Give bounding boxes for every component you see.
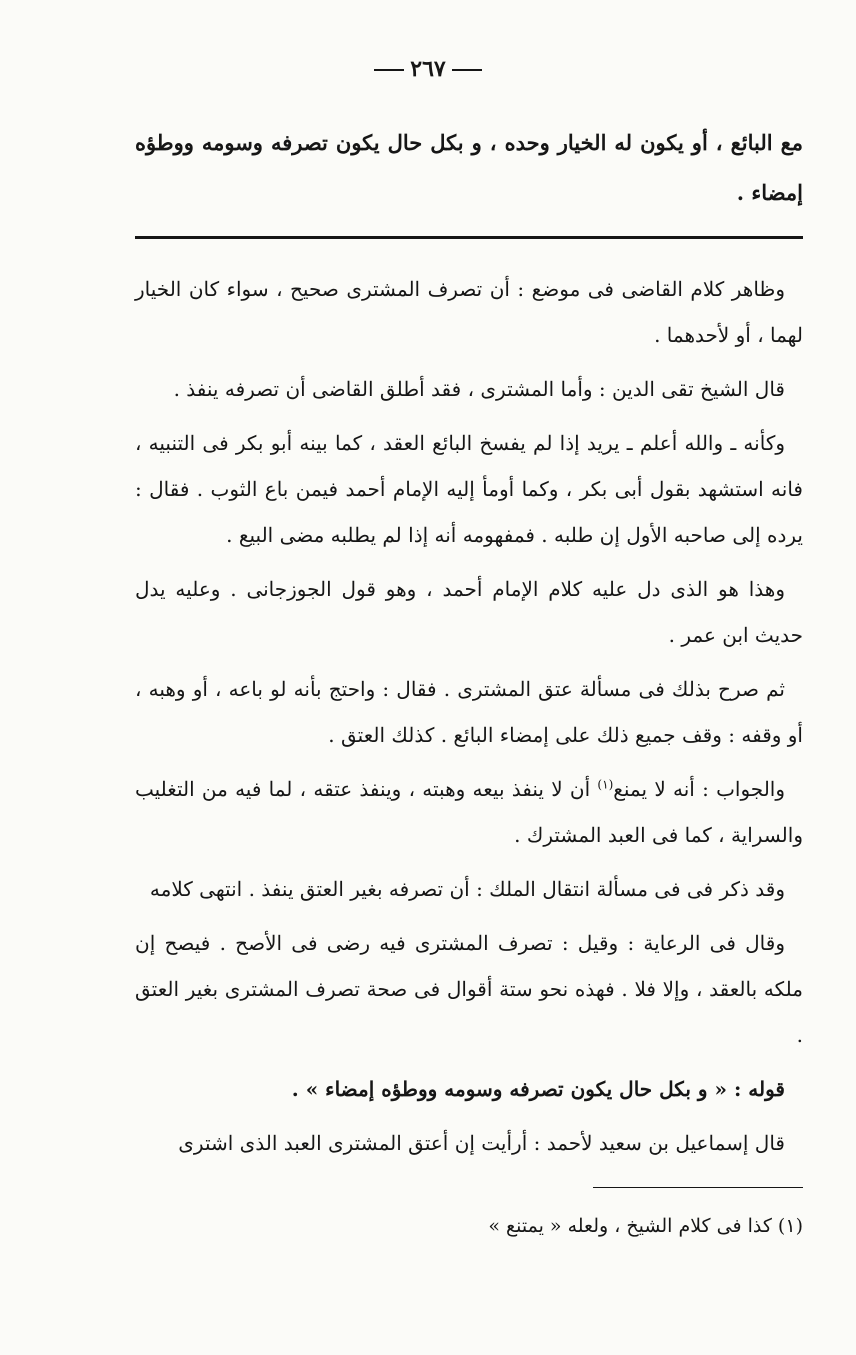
commentary bbox=[135, 266, 803, 1174]
footnote: (١) كذا فى كلام الشيخ ، ولعله « يمتنع » bbox=[488, 1215, 803, 1237]
matn-text: مع البائع ، أو يكون له الخيار وحده ، و بكل حال يكون تصرفه وسومه ووطؤه إمضاء . bbox=[135, 130, 803, 205]
paragraph: وهذا هو الذى دل عليه كلام الإمام أحمد ، وهو قول الجوزجانى . وعليه يدل حديث ابن عمر . bbox=[135, 577, 803, 647]
matn-divider bbox=[135, 236, 803, 239]
page-number-dash bbox=[374, 69, 404, 71]
paragraph: وقال فى الرعاية : وقيل : تصرف المشترى فيه رضى فى الأصح . فيصح إن ملكه بالعقد ، وإلا فلا . فهذه نحو ستة أقوال فى صحة تصرف المشترى بغير العتق . bbox=[135, 931, 803, 1047]
footnote-divider bbox=[593, 1187, 803, 1188]
page-number-dash bbox=[452, 69, 482, 71]
qawluh-heading: قوله : « و بكل حال يكون تصرفه وسومه ووطؤه إمضاء » . bbox=[291, 1077, 785, 1101]
paragraph: قال إسماعيل بن سعيد لأحمد : أرأيت إن أعتق المشترى العبد الذى اشترى bbox=[178, 1131, 785, 1155]
answer-text: والجواب : أنه لا يمنع bbox=[613, 777, 786, 801]
paragraph: وقد ذكر فى فى مسألة انتقال الملك : أن تصرفه بغير العتق ينفذ . انتهى كلامه bbox=[149, 877, 785, 901]
answer-text: أن لا ينفذ بيعه وهبته ، وينفذ عتقه ، لما فيه من التغليب والسراية ، كما فى العبد المشترك . bbox=[135, 777, 803, 847]
footnote-reference: (١) bbox=[597, 777, 614, 792]
paragraph: وظاهر كلام القاضى فى موضع : أن تصرف المشترى صحيح ، سواء كان الخيار لهما ، أو لأحدهما . bbox=[135, 277, 803, 347]
page-number bbox=[0, 56, 856, 82]
paragraph: ثم صرح بذلك فى مسألة عتق المشترى . فقال : واحتج بأنه لو باعه ، أو وهبه ، أو وقفه : وقف جميع ذلك على إمضاء البائع . كذلك العتق . bbox=[135, 677, 803, 747]
answer-paragraph bbox=[135, 766, 803, 858]
paragraph: وكأنه ـ والله أعلم ـ يريد إذا لم يفسخ البائع العقد ، كما بينه أبو بكر فى التنبيه ، فانه استشهد بقول أبى بكر ، وكما أومأ إليه الإمام أحمد فيمن باع الثوب . فقال : يرده إلى صاحبه الأول إن طلبه . فمفهومه أنه إذا لم يطلبه مضى البيع . bbox=[135, 431, 803, 547]
paragraph: قال الشيخ تقى الدين : وأما المشترى ، فقد أطلق القاضى أن تصرفه ينفذ . bbox=[173, 377, 785, 401]
page-number-text: ٢٦٧ bbox=[410, 56, 446, 82]
